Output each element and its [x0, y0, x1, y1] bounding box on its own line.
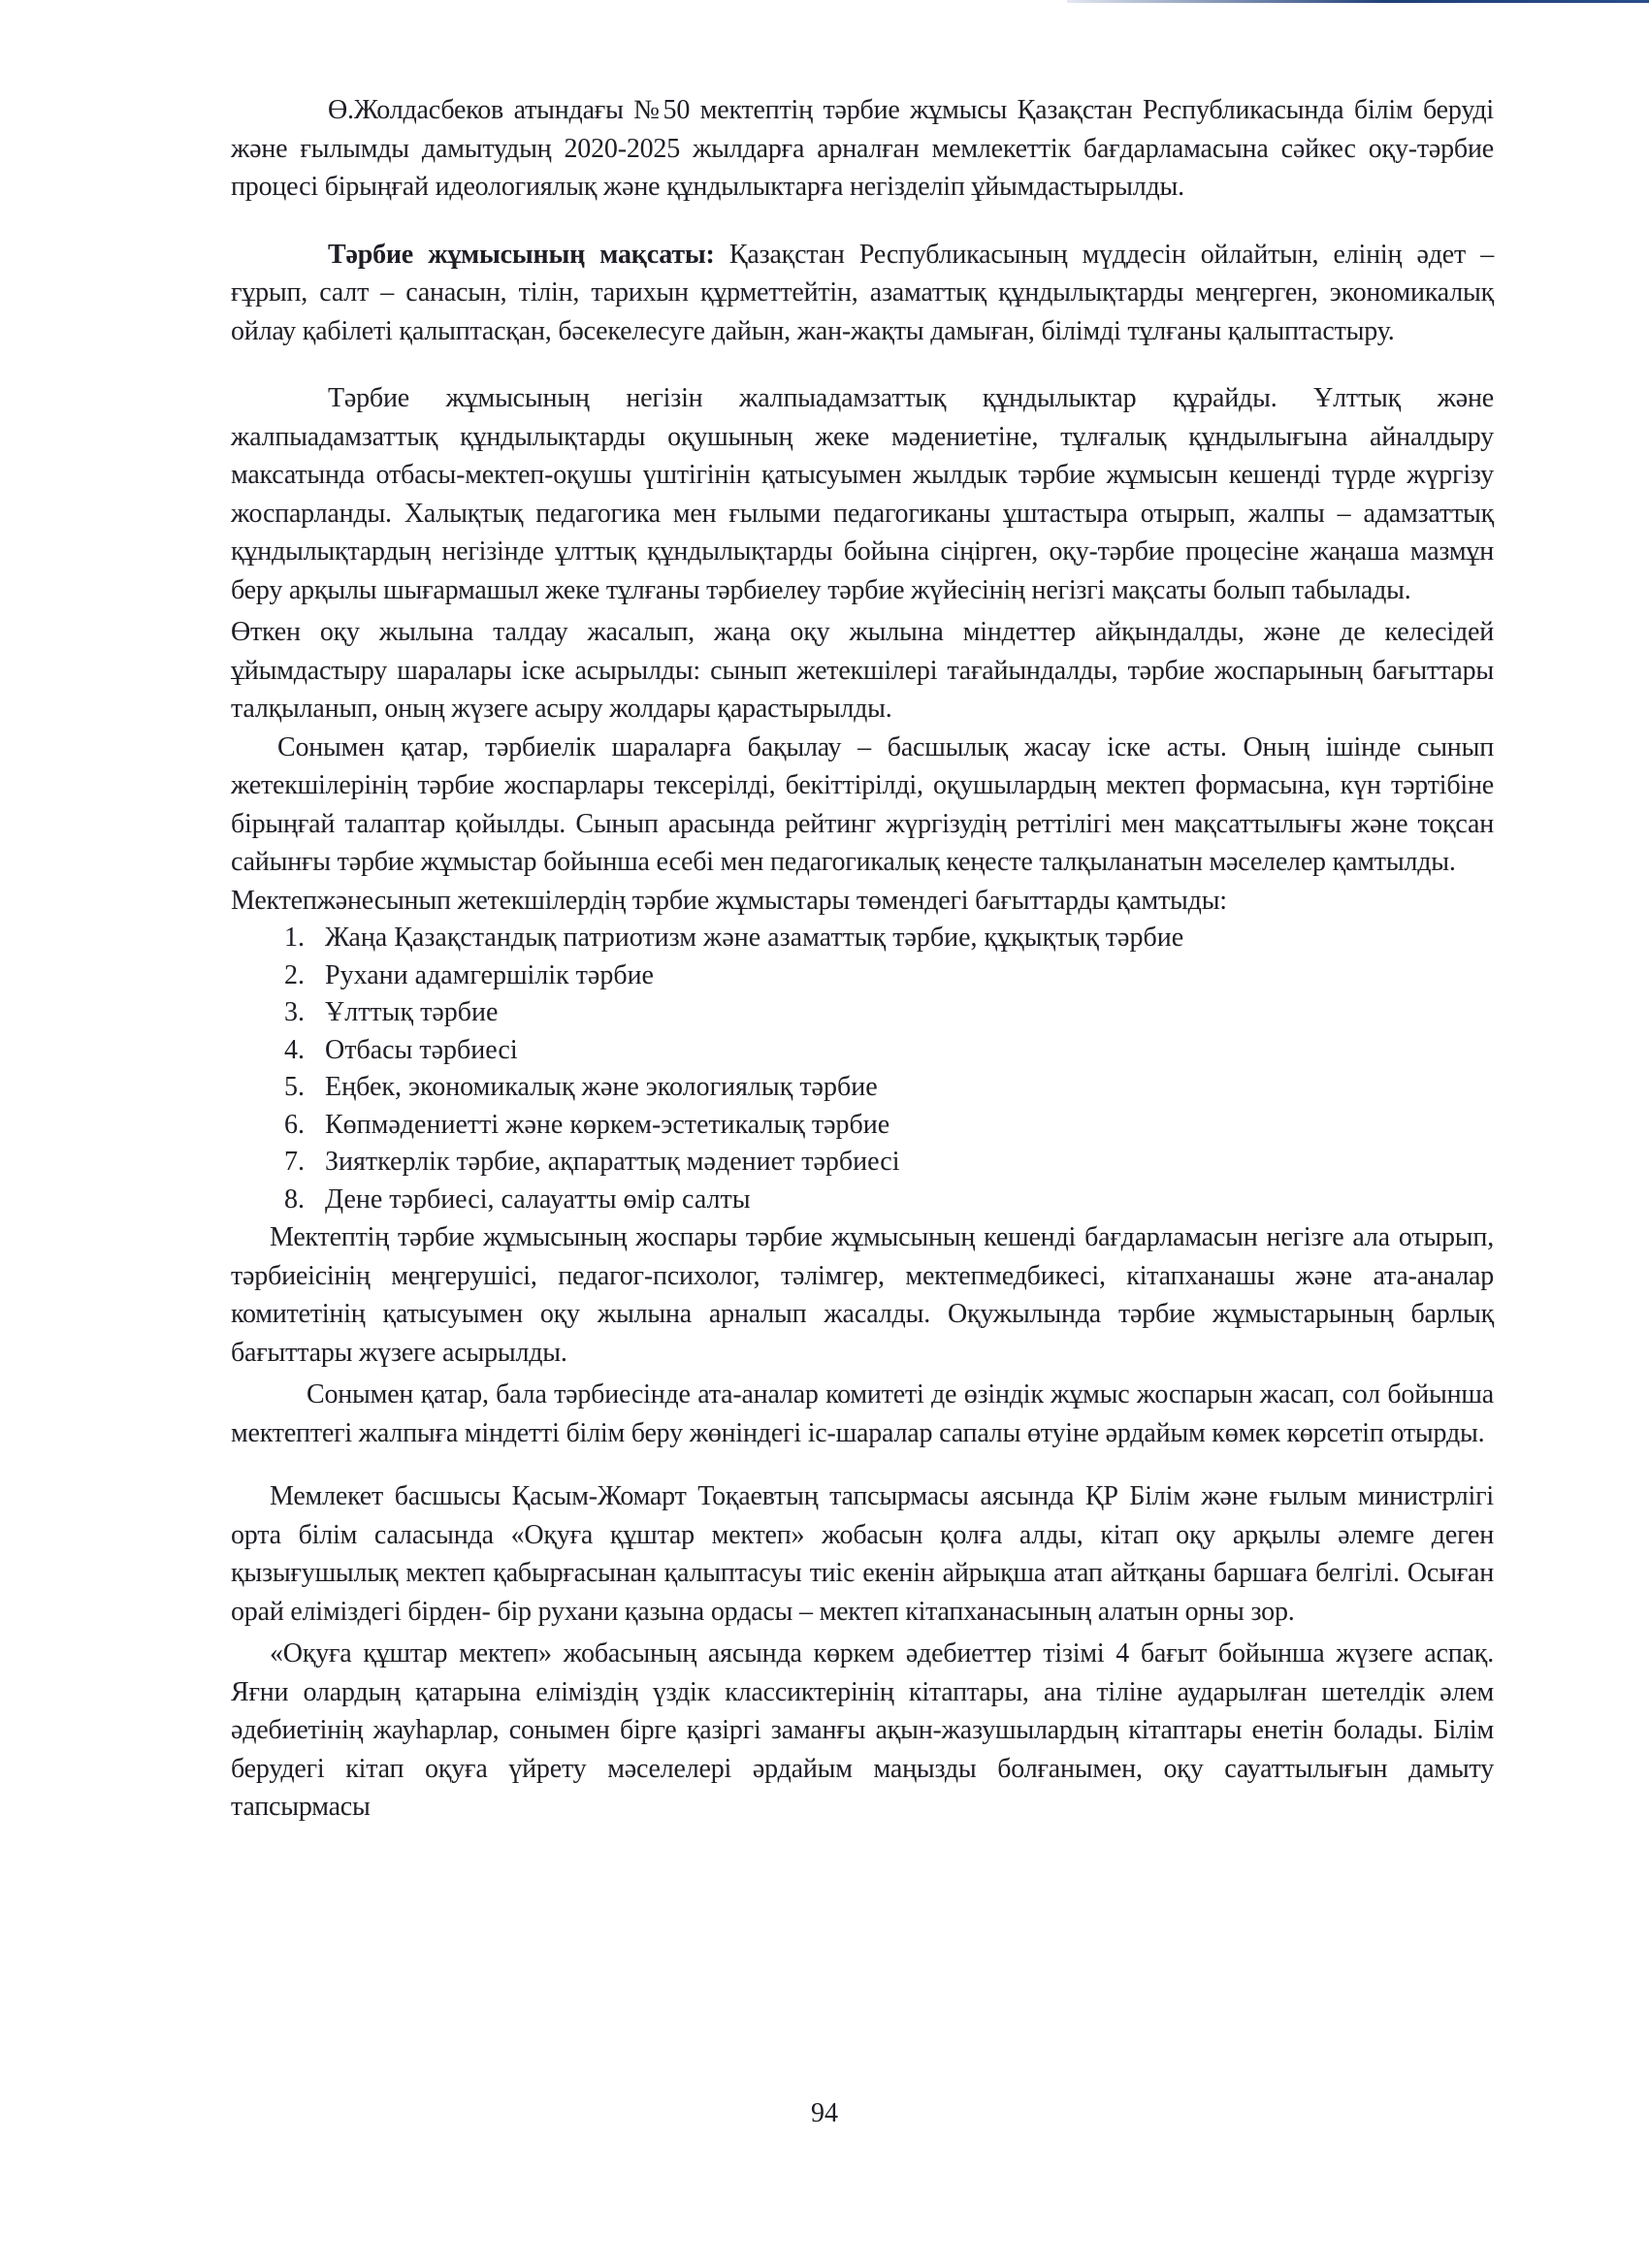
- list-item: 1. Жаңа Қазақстандық патриотизм және азаматтық тәрбие, құқықтық тәрбие: [284, 923, 1184, 953]
- list-item: 7. Зияткерлік тәрбие, ақпараттық мәдениет тәрбиесі: [284, 1147, 900, 1177]
- list-item: 4. Отбасы тәрбиесі: [284, 1034, 518, 1065]
- goal-text: Қазақстан Республикасының мүддесін ойлайтын, елінің әдет – ғұрып, салт – санасын, тілін, тарихын құрметтейтін, азаматтық құндылықтарды меңгерген, экономикалық ойлау қабілеті қалыптасқан, бәсекелесуге дайын, жан-жақты дамыған, білімді тұлғаны қалыптастыру.: [231, 239, 1494, 346]
- list-item: 8. Дене тәрбиесі, салауатты өмір салты: [284, 1183, 751, 1215]
- paragraph-plan: Мектептің тәрбие жұмысының жоспары тәрбие жұмысының кешенді бағдарламасын негізге ала отырып, тәрбиеісінің меңгерушісі, педагог-психолог, тәлімгер, мектепмедбикесі, кітапханашы және ата-аналар комитетінің қатысуымен оқу жылына арналып жасалды. Оқужылында тәрбие жұмыстарының барлық бағыттары жүзеге асырылды.: [231, 1222, 1494, 1368]
- list-item: 2. Рухани адамгершілік тәрбие: [284, 959, 654, 990]
- scan-edge-line: [1067, 0, 1649, 3]
- paragraph-project: «Оқуға құштар мектеп» жобасының аясында көркем әдебиеттер тізімі 4 бағыт бойынша жүзеге аспақ. Яғни олардың қатарына еліміздің үздік классиктерінің кітаптары, ана тіліне аударылған шетелдік әлем әдебиетінің жауһарлар, сонымен бірге қазіргі заманғы ақын-жазушылардың кітаптары енетін болады. Білім берудегі кітап оқуға үйрету мәселелері әрдайым маңызды болғанымен, оқу сауаттылығын дамыту тапсырмасы: [231, 1638, 1494, 1822]
- paragraph-control: Сонымен қатар, тәрбиелік шараларға бақылау – басшылық жасау іске асты. Оның ішінде сынып жетекшілерінің тәрбие жоспарлары тексерілді, бекіттірілді, оқушылардың мектеп формасына, күн тәртібіне бірыңғай талаптар қойылды. Сынып арасында рейтинг жүргізудің реттілігі мен мақсаттылығы және тоқсан сайынғы тәрбие жұмыстар бойынша есебі мен педагогикалық кеңесте талқыланатын мәселелер қамтылды.: [231, 731, 1494, 877]
- paragraph-intro: Ө.Жолдасбеков атындағы №50 мектептің тәрбие жұмысы Қазақстан Республикасында білім беруді және ғылымды дамытудың 2020-2025 жылдарға арналған мемлекеттік бағдарламасына сәйкес оқу-тәрбие процесі бірыңғай идеологиялық және құндылыктарға негізделіп ұйымдастырылды.: [231, 95, 1494, 202]
- list-item: 6. Көпмәдениетті және көркем-эстетикалық тәрбие: [284, 1109, 890, 1140]
- paragraph-directions-intro: Мектепжәнесынып жетекшілердің тәрбие жұмыстары төмендегі бағыттарды қамтыды:: [231, 885, 1227, 916]
- list-item: 3. Ұлттық тәрбие: [284, 997, 499, 1027]
- paragraph-analysis: Өткен оқу жылына талдау жасалып, жаңа оқу жылына міндеттер айқындалды, және де келесідей ұйымдастыру шаралары іске асырылды: сынып жетекшілері тағайындалды, тәрбие жоспарының бағыттары талқыланып, оның жүзеге асыру жолдары қарастырылды.: [231, 617, 1494, 724]
- page-number: 94: [811, 2098, 838, 2128]
- paragraph-president: Мемлекет басшысы Қасым-Жомарт Тоқаевтың тапсырмасы аясында ҚР Білім және ғылым министрлігі орта білім саласында «Оқуға құштар мектеп» жобасын қолға алды, кітап оқу арқылы әлемге деген қызығушылық мектеп қабырғасынан қалыптасуы тиіс екенін айрықша атап айтқаны баршаға белгілі. Осыған орай еліміздегі бірден- бір рухани қазына ордасы – мектеп кітапханасының алатын орны зор.: [231, 1481, 1494, 1627]
- paragraph-goal: [231, 236, 1494, 351]
- document-page: [231, 91, 1494, 1827]
- directions-list: [231, 920, 1494, 1218]
- list-item: 5. Еңбек, экономикалық және экологиялық тәрбие: [284, 1072, 878, 1102]
- paragraph-parents: Сонымен қатар, бала тәрбиесінде ата-аналар комитеті де өзіндік жұмыс жоспарын жасап, сол бойынша мектептегі жалпыға міндетті білім беру жөніндегі іс-шаралар сапалы өтуіне әрдайым көмек көрсетіп отырды.: [231, 1379, 1494, 1448]
- goal-label: Тәрбие жұмысының мақсаты:: [328, 239, 715, 270]
- paragraph-basis: Тәрбие жұмысының негізін жалпыадамзаттық құндылыктар құрайды. Ұлттық және жалпыадамзаттық құндылықтарды оқушының жеке мәдениетіне, тұлғалық құндылығына айналдыру максатында отбасы-мектеп-оқушы үштігінін қатысуымен жылдык тәрбие жұмысын кешенді түрде жүргізу жоспарланды. Халықтық педагогика мен ғылыми педагогиканы ұштастыра отырып, жалпы – адамзаттық құндылықтардың негізінде ұлттық құндылықтарды бойына сіңірген, оқу-тәрбие процесіне жаңаша мазмұн беру арқылы шығармашыл жеке тұлғаны тәрбиелеу тәрбие жүйесінің негізгі мақсаты болып табылады.: [231, 383, 1494, 605]
